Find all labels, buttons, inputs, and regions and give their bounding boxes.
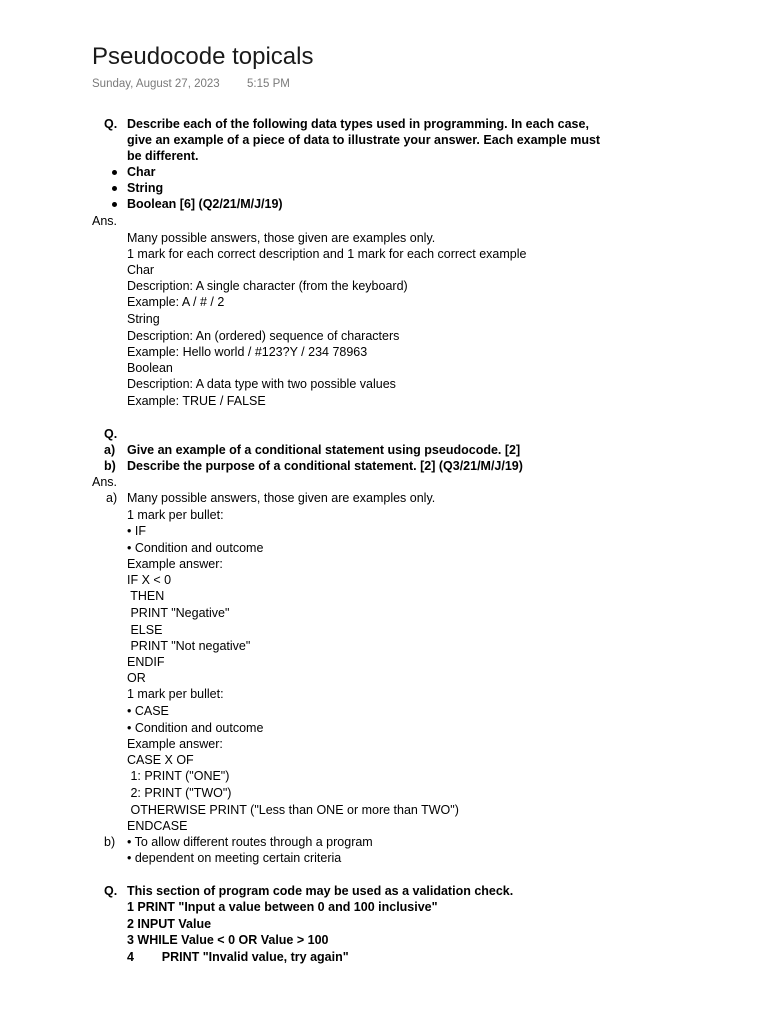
q2-part-text: Describe the purpose of a conditional statement. [2] (Q3/21/M/J/19) [127, 459, 523, 473]
q2-ans-a-line: PRINT "Not negative" [127, 639, 251, 653]
q2-ans-a-line: 2: PRINT ("TWO") [127, 786, 232, 800]
q2-ans-a-line: PRINT "Negative" [127, 606, 230, 620]
bullet-icon [112, 170, 117, 175]
q2-ans-a-line: CASE X OF [127, 753, 194, 767]
q2-ans-label: Ans. [92, 475, 118, 489]
q2-ans-a-line: 1 mark per bullet: [127, 508, 224, 522]
q1-answer-line: Boolean [127, 361, 173, 375]
q1-ans-label: Ans. [92, 214, 118, 228]
q2-ans-a-line: THEN [127, 589, 165, 603]
q2-ans-a-line: ELSE [127, 623, 163, 637]
q1-answer-line: Description: A data type with two possible values [127, 377, 396, 391]
q2-ans-a-line: ENDIF [127, 655, 165, 669]
bullet-icon [112, 186, 117, 191]
q3-line: This section of program code may be used as a validation check. [127, 884, 514, 898]
q2-ans-a-label: a) [106, 491, 118, 505]
q2-ans-b-label: b) [104, 835, 116, 849]
q1-answer-line: String [127, 312, 160, 326]
q2-ans-a-line: • Condition and outcome [127, 541, 264, 555]
q3-line: 4 PRINT "Invalid value, try again" [127, 950, 349, 964]
q1-question-line: Describe each of the following data types used in programming. In each case, [127, 117, 589, 131]
q1-answer-line: Example: A / # / 2 [127, 295, 225, 309]
q2-ans-a-line: Many possible answers, those given are examples only. [127, 491, 436, 505]
q2-ans-a-line: • CASE [127, 704, 169, 718]
q1-answer-line: Description: An (ordered) sequence of characters [127, 329, 400, 343]
page-date: Sunday, August 27, 2023 [92, 78, 220, 90]
bullet-icon [112, 202, 117, 207]
q2-ans-a-line: • Condition and outcome [127, 721, 264, 735]
q1-marker: Q. [104, 117, 118, 131]
q2-ans-b-line: • dependent on meeting certain criteria [127, 851, 342, 865]
q2-part-label: a) [104, 443, 116, 457]
q2-ans-a-line: IF X < 0 [127, 573, 172, 587]
q1-bullet: String [127, 181, 164, 195]
q2-ans-b-line: • To allow different routes through a program [127, 835, 373, 849]
q2-ans-a-line: Example answer: [127, 557, 223, 571]
q2-ans-a-line: 1 mark per bullet: [127, 687, 224, 701]
q2-ans-a-line: OTHERWISE PRINT ("Less than ONE or more than TWO") [127, 803, 459, 817]
q1-answer-line: Many possible answers, those given are examples only. [127, 231, 436, 245]
q2-part-text: Give an example of a conditional statement using pseudocode. [2] [127, 443, 521, 457]
q1-answer-line: Example: TRUE / FALSE [127, 394, 266, 408]
q3-line: 2 INPUT Value [127, 917, 212, 931]
q3-line: 3 WHILE Value < 0 OR Value > 100 [127, 933, 329, 947]
page-time: 5:15 PM [247, 78, 290, 90]
q1-question-line: be different. [127, 149, 199, 163]
q3-line: 1 PRINT "Input a value between 0 and 100 inclusive" [127, 900, 438, 914]
q1-bullet: Boolean [6] (Q2/21/M/J/19) [127, 197, 283, 211]
q2-part-label: b) [104, 459, 116, 473]
q1-answer-line: Char [127, 263, 155, 277]
q1-answer-line: Description: A single character (from the keyboard) [127, 279, 408, 293]
q2-ans-a-line: OR [127, 671, 146, 685]
q1-answer-line: Example: Hello world / #123?Y / 234 78963 [127, 345, 368, 359]
q2-ans-a-line: • IF [127, 524, 146, 538]
q3-marker: Q. [104, 884, 118, 898]
q1-question-line: give an example of a piece of data to illustrate your answer. Each example must [127, 133, 601, 147]
q2-ans-a-line: ENDCASE [127, 819, 188, 833]
q2-ans-a-line: 1: PRINT ("ONE") [127, 769, 230, 783]
q2-ans-a-line: Example answer: [127, 737, 223, 751]
q1-bullet: Char [127, 165, 156, 179]
page-title: Pseudocode topicals [92, 43, 314, 70]
q2-marker: Q. [104, 427, 118, 441]
q1-answer-line: 1 mark for each correct description and 1 mark for each correct example [127, 247, 527, 261]
